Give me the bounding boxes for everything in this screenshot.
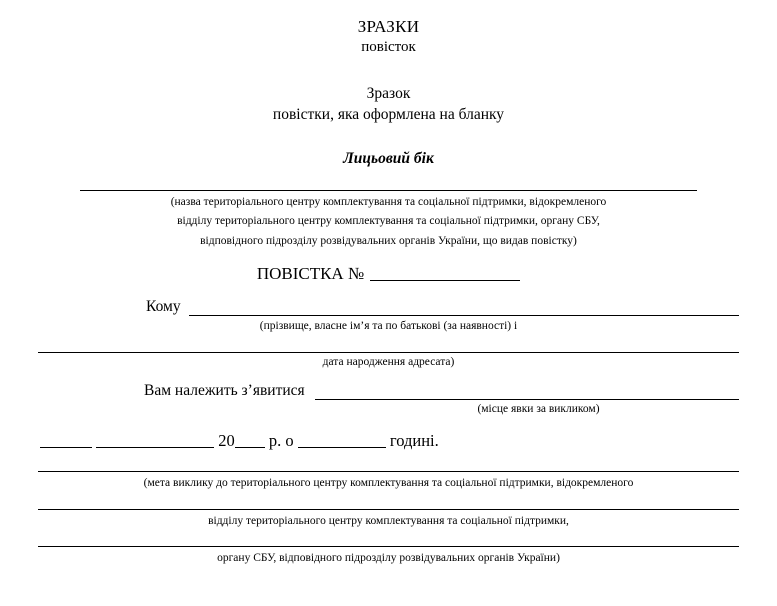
addressee-label: Кому (146, 297, 181, 315)
day-blank (40, 447, 92, 448)
addressee-row (38, 298, 739, 316)
summons-number-blank (370, 280, 520, 281)
year-blank (235, 447, 265, 448)
organization-caption-line-3: відповідного підрозділу розвідувальних органів України, що видав повістку) (200, 234, 577, 247)
hour-blank (298, 447, 386, 448)
month-blank (96, 447, 214, 448)
birth-date-rule (38, 352, 739, 353)
appearance-place-blank (315, 385, 739, 400)
purpose-caption-line-3: органу СБУ, відповідного підрозділу розвідувальних органів України) (217, 551, 560, 564)
side-label: Лицьовий бік (343, 149, 434, 167)
summons-number-label: ПОВІСТКА № (256, 263, 365, 283)
page-title: ЗРАЗКИ (357, 17, 420, 36)
purpose-caption-line-1: (мета виклику до територіального центру комплектування та соціальної підтримки, відокремленого (143, 477, 634, 490)
organization-rule (80, 190, 697, 191)
organization-caption-line-2: відділу територіального центру комплектування та соціальної підтримки, органу СБУ, (177, 215, 600, 228)
organization-caption-line-1: (назва територіального центру комплектування та соціальної підтримки, відокремленого (170, 195, 607, 208)
purpose-rule-1 (38, 471, 739, 472)
purpose-rule-2 (38, 509, 739, 510)
purpose-rule-3 (38, 546, 739, 547)
purpose-block (38, 471, 739, 567)
addressee-caption: (прізвище, власне ім’я та по батькові (за наявності) і (259, 319, 518, 332)
appearance-label: Вам належить з’явитися (144, 382, 305, 400)
date-time-line (38, 431, 739, 451)
addressee-blank (189, 301, 739, 316)
page-subtitle: повісток (361, 39, 416, 56)
appearance-place-caption: (місце явки за викликом) (477, 403, 600, 416)
sample-heading-detail: повістки, яка оформлена на бланку (272, 105, 505, 123)
summons-number-line (38, 264, 739, 284)
sample-heading: Зразок (366, 84, 411, 102)
hour-suffix: годині. (389, 431, 439, 451)
purpose-caption-line-2: відділу територіального центру комплектування та соціальної підтримки, (208, 514, 569, 527)
appearance-row (38, 382, 739, 400)
year-prefix: 20 (218, 431, 235, 451)
year-suffix: р. о (268, 431, 294, 451)
birth-date-caption: дата народження адресата) (322, 356, 455, 369)
